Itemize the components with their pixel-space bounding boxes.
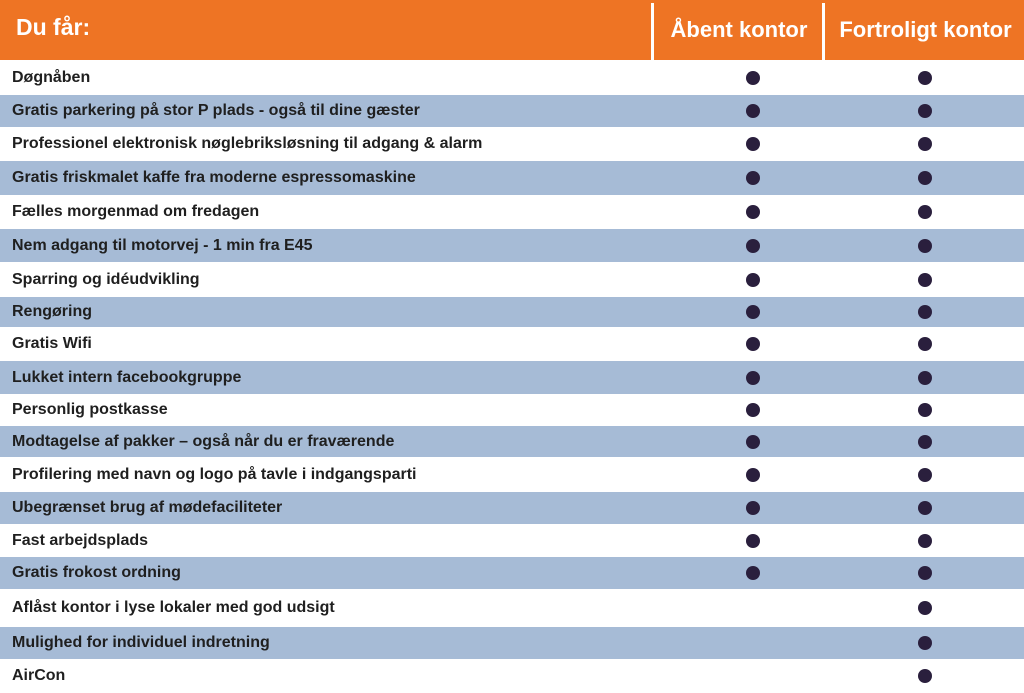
column-divider	[822, 3, 825, 61]
included-dot-icon	[746, 468, 760, 482]
table-header	[0, 0, 1024, 60]
included-dot-icon	[918, 239, 932, 253]
table-row	[0, 297, 1024, 327]
included-dot-icon	[918, 435, 932, 449]
included-dot-icon	[746, 71, 760, 85]
table-row	[0, 95, 1024, 127]
feature-label: Gratis frokost ordning	[12, 564, 181, 581]
feature-label: Gratis friskmalet kaffe fra moderne espressomaskine	[12, 169, 416, 186]
included-dot-icon	[918, 137, 932, 151]
table-row	[0, 161, 1024, 195]
included-dot-icon	[918, 468, 932, 482]
table-row	[0, 426, 1024, 457]
table-row	[0, 492, 1024, 524]
column-divider	[651, 3, 654, 61]
table-row	[0, 524, 1024, 557]
included-dot-icon	[918, 669, 932, 683]
column-header-private-office: Fortroligt kontor	[839, 17, 1012, 42]
included-dot-icon	[746, 239, 760, 253]
feature-label: Profilering med navn og logo på tavle i indgangsparti	[12, 465, 417, 483]
feature-label: AirCon	[12, 667, 66, 684]
included-dot-icon	[746, 137, 760, 151]
column-header-open-office: Åbent kontor	[670, 17, 808, 42]
table-row	[0, 195, 1024, 229]
included-dot-icon	[746, 534, 760, 548]
included-dot-icon	[918, 104, 932, 118]
included-dot-icon	[918, 371, 932, 385]
included-dot-icon	[918, 205, 932, 219]
included-dot-icon	[918, 337, 932, 351]
included-dot-icon	[746, 273, 760, 287]
included-dot-icon	[918, 273, 932, 287]
table-row	[0, 229, 1024, 262]
included-dot-icon	[746, 305, 760, 319]
table-row	[0, 659, 1024, 693]
table-row	[0, 327, 1024, 361]
table-row	[0, 457, 1024, 492]
included-dot-icon	[746, 205, 760, 219]
feature-label: Døgnåben	[12, 68, 91, 86]
included-dot-icon	[746, 566, 760, 580]
table-row	[0, 127, 1024, 161]
header-title: Du får:	[16, 14, 91, 40]
feature-label: Ubegrænset brug af mødefaciliteter	[12, 499, 283, 516]
included-dot-icon	[746, 104, 760, 118]
table-row	[0, 557, 1024, 589]
included-dot-icon	[918, 305, 932, 319]
table-row	[0, 262, 1024, 297]
feature-label: Modtagelse af pakker – også når du er fraværende	[12, 432, 395, 450]
included-dot-icon	[918, 71, 932, 85]
feature-label: Sparring og idéudvikling	[12, 270, 200, 288]
included-dot-icon	[746, 171, 760, 185]
feature-label: Rengøring	[12, 303, 92, 320]
feature-label: Fælles morgenmad om fredagen	[12, 203, 260, 220]
included-dot-icon	[918, 403, 932, 417]
feature-label: Aflåst kontor i lyse lokaler med god udsigt	[12, 599, 335, 616]
included-dot-icon	[746, 403, 760, 417]
table-row	[0, 60, 1024, 95]
included-dot-icon	[918, 636, 932, 650]
feature-label: Professionel elektronisk nøglebriksløsning til adgang & alarm	[12, 135, 483, 152]
included-dot-icon	[918, 601, 932, 615]
included-dot-icon	[918, 566, 932, 580]
included-dot-icon	[746, 337, 760, 351]
table-row	[0, 627, 1024, 659]
included-dot-icon	[918, 171, 932, 185]
feature-label: Lukket intern facebookgruppe	[12, 368, 242, 386]
feature-label: Gratis Wifi	[12, 335, 92, 352]
table-row	[0, 394, 1024, 426]
included-dot-icon	[746, 435, 760, 449]
feature-label: Personlig postkasse	[12, 401, 168, 418]
included-dot-icon	[918, 501, 932, 515]
feature-label: Mulighed for individuel indretning	[12, 634, 270, 651]
included-dot-icon	[746, 501, 760, 515]
table-row	[0, 589, 1024, 627]
table-row	[0, 361, 1024, 394]
feature-label: Gratis parkering på stor P plads - også til dine gæster	[12, 102, 420, 119]
feature-label: Nem adgang til motorvej - 1 min fra E45	[12, 236, 313, 254]
included-dot-icon	[918, 534, 932, 548]
included-dot-icon	[746, 371, 760, 385]
feature-label: Fast arbejdsplads	[12, 531, 149, 549]
